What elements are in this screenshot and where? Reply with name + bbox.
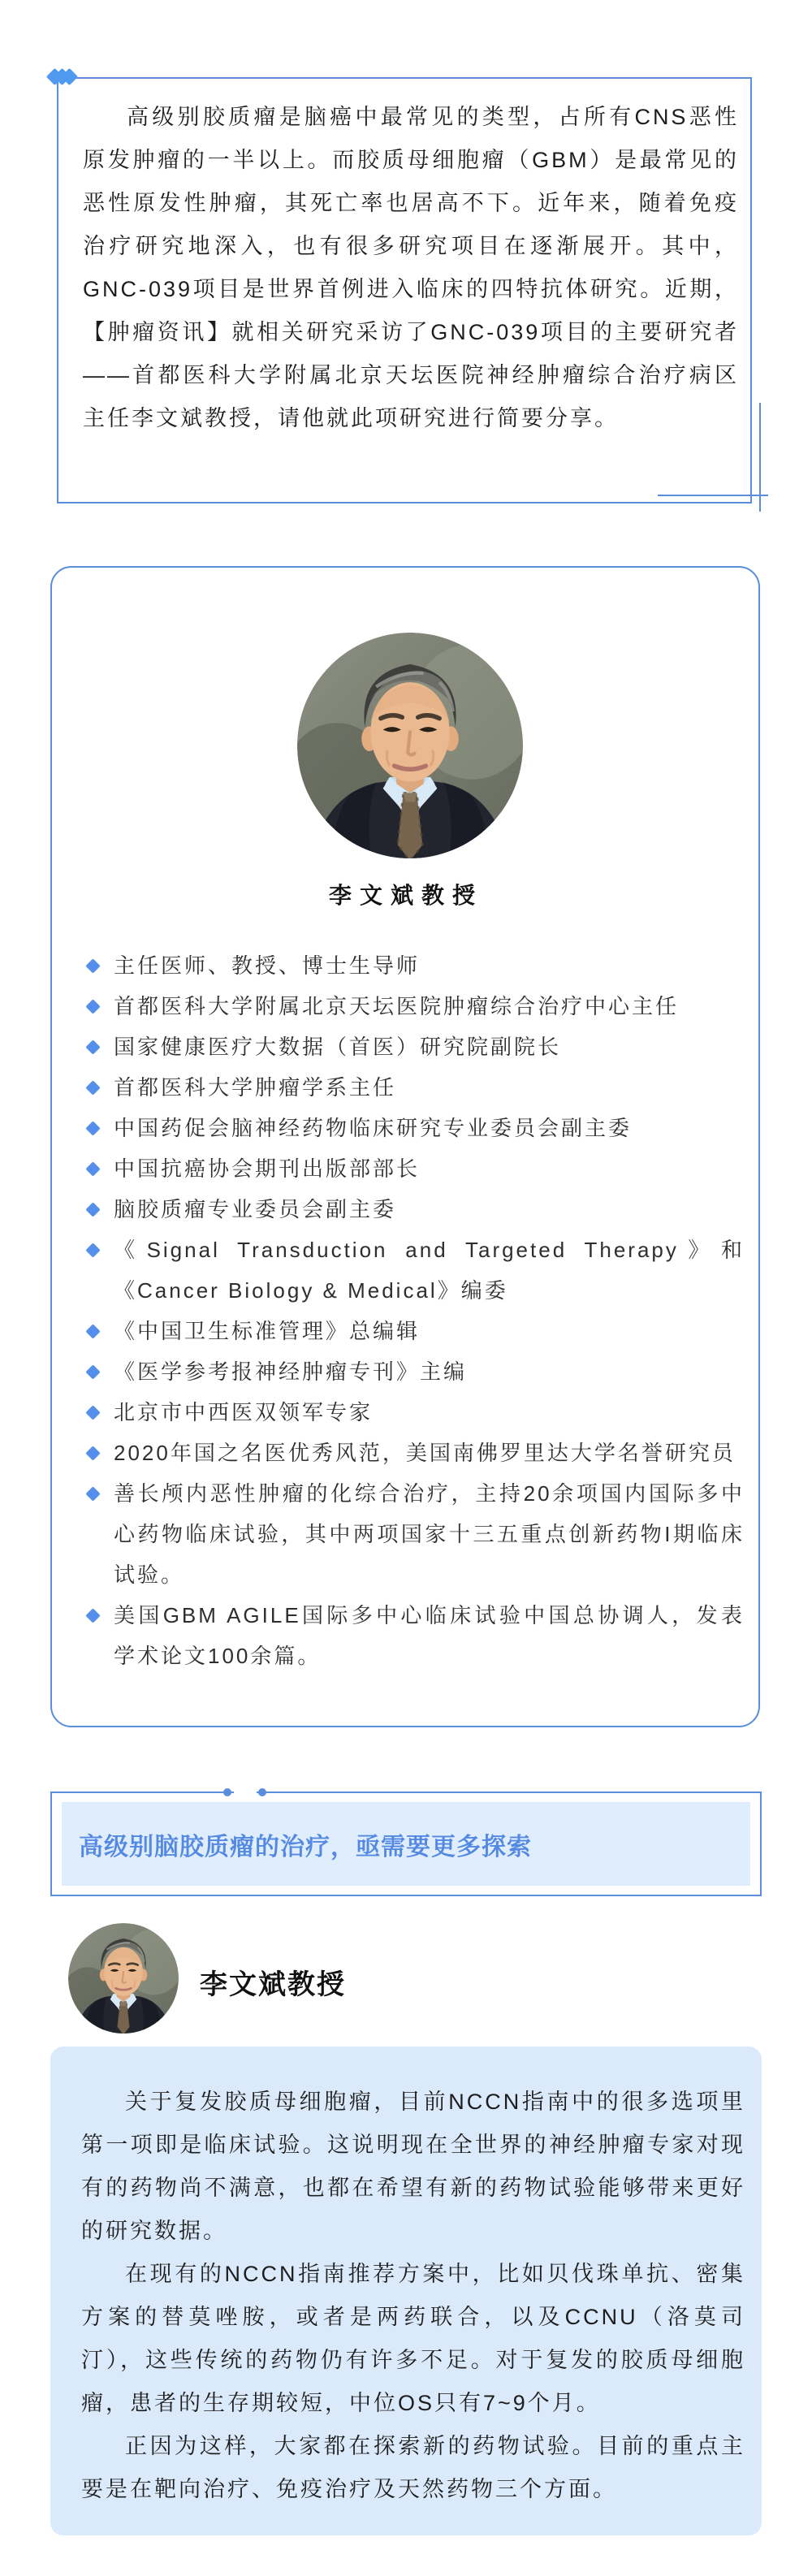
credential-item bbox=[77, 1189, 745, 1230]
credential-text: 《Signal Transduction and Targeted Therapy》和《Cancer Biology & Medical》编委 bbox=[114, 1238, 745, 1303]
diamond-bullet-icon bbox=[85, 1121, 100, 1135]
professor-photo bbox=[297, 633, 523, 858]
diamond-bullet-icon bbox=[85, 1080, 100, 1095]
diamond-bullet-icon bbox=[85, 1324, 100, 1338]
quote-paragraph: 正因为这样，大家都在探索新的药物试验。目前的重点主要是在靶向治疗、免疫治疗及天然药物三个方面。 bbox=[81, 2434, 745, 2501]
credential-item bbox=[77, 1230, 745, 1311]
credential-item bbox=[77, 1027, 745, 1067]
professor-portrait-photo bbox=[297, 633, 523, 858]
credential-item bbox=[77, 1392, 745, 1433]
credential-item bbox=[77, 1433, 745, 1473]
quote-author-name: 李文斌教授 bbox=[200, 1969, 346, 2000]
credential-text: 《中国卫生标准管理》总编辑 bbox=[114, 1319, 421, 1343]
credential-item bbox=[77, 1595, 745, 1676]
professor-avatar bbox=[68, 1923, 179, 2034]
section-header bbox=[50, 1792, 762, 1896]
credential-text: 善长颅内恶性肿瘤的化综合治疗，主持20余项国内国际多中心药物临床试验，其中两项国家十三五重点创新药物I期临床试验。 bbox=[114, 1481, 745, 1587]
diamond-bullet-icon bbox=[85, 999, 100, 1014]
credential-text: 脑胶质瘤专业委员会副主委 bbox=[114, 1197, 397, 1221]
diamond-bullet-icon bbox=[85, 1446, 100, 1460]
credential-text: 北京市中西医双领军专家 bbox=[114, 1400, 374, 1424]
credential-text: 首都医科大学附属北京天坛医院肿瘤综合治疗中心主任 bbox=[114, 994, 680, 1018]
diamond-bullet-icon bbox=[85, 958, 100, 973]
credential-item bbox=[77, 1351, 745, 1392]
credential-text: 美国GBM AGILE国际多中心临床试验中国总协调人，发表学术论文100余篇。 bbox=[114, 1603, 745, 1668]
section-header-background bbox=[62, 1802, 750, 1886]
line-dot-icon bbox=[223, 1788, 231, 1796]
credential-item bbox=[77, 1108, 745, 1148]
diamond-bullet-icon bbox=[85, 1243, 100, 1257]
credential-text: 首都医科大学肿瘤学系主任 bbox=[114, 1075, 397, 1100]
diamond-bullet-icon bbox=[85, 1161, 100, 1176]
credential-text: 2020年国之名医优秀风范，美国南佛罗里达大学名誉研究员 bbox=[114, 1441, 736, 1465]
quote-paragraph: 在现有的NCCN指南推荐方案中，比如贝伐珠单抗、密集方案的替莫唑胺，或者是两药联合，以及CCNU（洛莫司汀），这些传统的药物仍有许多不足。对于复发的胶质母细胞瘤，患者的生存期较短，中位OS只有7~9个月。 bbox=[81, 2262, 745, 2415]
diamond-bullet-icon bbox=[85, 1202, 100, 1217]
diamond-bullet-icon bbox=[85, 1405, 100, 1420]
section-title: 高级别脑胶质瘤的治疗，亟需要更多探索 bbox=[79, 1833, 532, 1861]
line-dot-icon bbox=[258, 1788, 266, 1796]
quote-paragraph: 关于复发胶质母细胞瘤，目前NCCN指南中的很多选项里第一项即是临床试验。这说明现在全世界的神经肿瘤专家对现有的药物尚不满意，也都在希望有新的药物试验能够带来更好的研究数据。 bbox=[81, 2090, 745, 2243]
quote-box bbox=[50, 2047, 762, 2535]
professor-portrait-photo bbox=[68, 1923, 179, 2034]
diamond-bullet-icon bbox=[85, 1486, 100, 1501]
diamond-bullet-icon bbox=[85, 1364, 100, 1379]
diamond-bullet-icon bbox=[85, 1608, 100, 1623]
diamond-bullet-icon bbox=[85, 1039, 100, 1054]
corner-line-vertical bbox=[759, 403, 761, 512]
credential-item bbox=[77, 1311, 745, 1351]
credential-item bbox=[77, 1148, 745, 1189]
intro-box bbox=[57, 77, 752, 504]
triple-diamond-icon bbox=[49, 71, 76, 83]
credential-text: 《医学参考报神经肿瘤专刊》主编 bbox=[114, 1359, 468, 1384]
profile-name: 李文斌教授 bbox=[328, 883, 483, 908]
credential-text: 国家健康医疗大数据（首医）研究院副院长 bbox=[114, 1035, 562, 1059]
credential-item bbox=[77, 945, 745, 986]
credential-text: 中国药促会脑神经药物临床研究专业委员会副主委 bbox=[114, 1116, 633, 1140]
credential-text: 中国抗癌协会期刊出版部部长 bbox=[114, 1156, 421, 1181]
credential-item bbox=[77, 986, 745, 1027]
credential-text: 主任医师、教授、博士生导师 bbox=[114, 953, 421, 978]
header-line-gap bbox=[234, 1792, 257, 1794]
intro-paragraph: 高级别胶质瘤是脑癌中最常见的类型，占所有CNS恶性原发肿瘤的一半以上。而胶质母细胞瘤（GBM）是最常见的恶性原发性肿瘤，其死亡率也居高不下。近年来，随着免疫治疗研究地深入，也有很多研究项目在逐渐展开。其中，GNC-039项目是世界首例进入临床的四特抗体研究。近期，【肿瘤资讯】就相关研究采访了GNC-039项目的主要研究者——首都医科大学附属北京天坛医院神经肿瘤综合治疗病区主任李文斌教授，请他就此项研究进行简要分享。 bbox=[83, 105, 739, 430]
credential-item bbox=[77, 1473, 745, 1595]
credential-list bbox=[77, 945, 745, 1676]
corner-line-horizontal bbox=[658, 495, 768, 496]
credential-item bbox=[77, 1067, 745, 1108]
